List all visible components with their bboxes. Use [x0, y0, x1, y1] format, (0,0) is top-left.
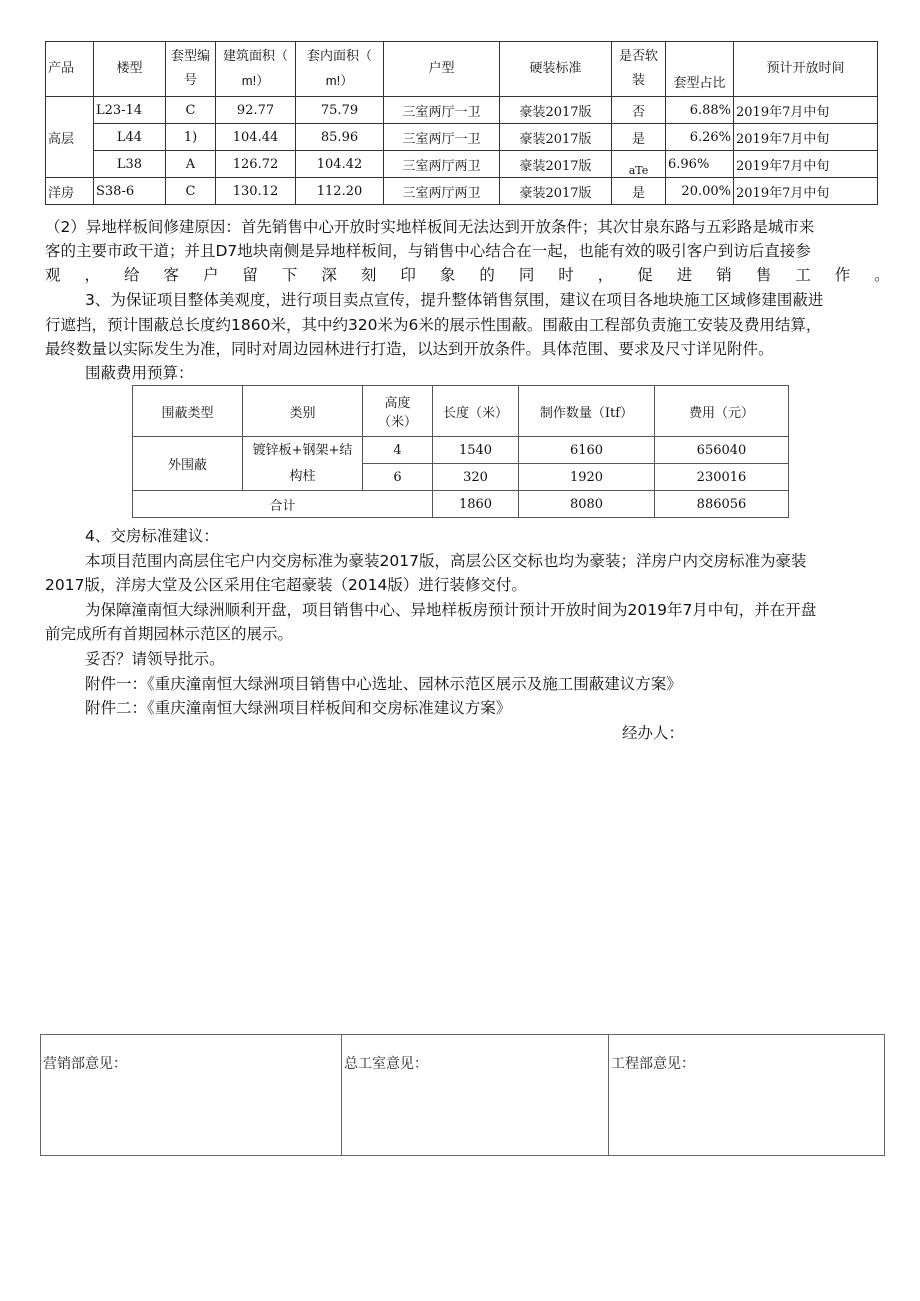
table-row — [46, 151, 878, 178]
paragraph-fence-line2: 行遮挡，预计围蔽总长度约1860米，其中约320米为6米的展示性围蔽。围蔽由工程部负责施工安装及费用结算， — [45, 316, 822, 334]
paragraph-delivery-line2: 2017版，洋房大堂及公区采用住宅超豪装（2014版）进行装修交付。 — [45, 576, 527, 594]
table-header-row — [133, 386, 789, 437]
ratio-cell: 6.88% — [666, 97, 734, 124]
product-cell: 高层 — [46, 97, 94, 178]
height-cell: 6 — [363, 464, 433, 491]
fence-type-cell: 外围蔽 — [133, 437, 243, 491]
header-gross-line1: 建筑面积（ — [222, 48, 288, 64]
inner-area-cell: 104.42 — [296, 151, 384, 178]
open-time-cell: 2019年7月中旬 — [734, 178, 878, 205]
justified-char: 深 — [321, 266, 337, 284]
table-header-row — [46, 42, 878, 97]
header-quantity: 制作数量（Itf） — [519, 386, 655, 437]
total-length: 1860 — [433, 491, 519, 518]
header-finish: 硬装标准 — [500, 42, 612, 97]
justified-char: 促 — [637, 266, 653, 284]
justified-char: 观 — [45, 266, 61, 284]
attachment-1: 附件一：《重庆潼南恒大绿洲项目销售中心选址、园林示范区展示及施工围蔽建议方案》 — [85, 675, 682, 693]
justified-char: 象 — [439, 266, 456, 284]
marketing-opinion-cell[interactable] — [41, 1035, 342, 1156]
justified-char: ， — [84, 266, 100, 284]
paragraph-fence-line3: 最终数量以实际发生为准，同时对周边园林进行打造，以达到开放条件。具体范围、要求及尺寸详见附件。 — [45, 340, 774, 358]
header-inner-line1: 套内面积（ — [306, 48, 372, 64]
justified-char: 印 — [400, 266, 416, 284]
justified-char: 的 — [479, 266, 495, 284]
justified-char: 进 — [676, 266, 693, 284]
building-cell: L44 — [94, 124, 166, 151]
layout-cell: 三室两厅两卫 — [384, 178, 500, 205]
cost-cell: 656040 — [655, 437, 789, 464]
quantity-cell: 1920 — [519, 464, 655, 491]
finish-cell: 豪装2017版 — [500, 151, 612, 178]
finish-cell: 豪装2017版 — [500, 178, 612, 205]
header-height — [363, 386, 433, 437]
layout-cell: 三室两厅一卫 — [384, 124, 500, 151]
soft-cell: 是 — [612, 124, 666, 151]
product-cell: 洋房 — [46, 178, 94, 205]
gross-area-cell: 130.12 — [216, 178, 296, 205]
table-total-row — [133, 491, 789, 518]
table-row — [46, 124, 878, 151]
justified-char: 留 — [242, 266, 258, 284]
code-cell: A — [166, 151, 216, 178]
finish-cell: 豪装2017版 — [500, 124, 612, 151]
total-label: 合计 — [133, 491, 433, 518]
justified-char: 户 — [202, 266, 219, 284]
header-layout: 户型 — [384, 42, 500, 97]
justified-char: 销 — [716, 266, 732, 284]
marketing-opinion-label: 营销部意见： — [43, 1056, 127, 1072]
header-open-time: 预计开放时间 — [734, 42, 878, 97]
paragraph-opening-line2: 前完成所有首期园林示范区的展示。 — [45, 625, 294, 643]
building-cell: L23-14 — [94, 97, 166, 124]
justified-char: 同 — [518, 266, 535, 284]
header-ratio: 套型占比 — [666, 42, 734, 97]
soft-cell: 是 — [612, 178, 666, 205]
category-line1: 镀锌板+钢架+结 — [252, 442, 353, 458]
ratio-cell: 20.00% — [666, 178, 734, 205]
gross-area-cell: 92.77 — [216, 97, 296, 124]
cost-cell: 230016 — [655, 464, 789, 491]
justified-char: 工 — [795, 266, 811, 284]
header-cost: 费用（元） — [655, 386, 789, 437]
inner-area-cell: 112.20 — [296, 178, 384, 205]
length-cell: 1540 — [433, 437, 519, 464]
header-inner-area — [296, 42, 384, 97]
header-gross-line2: m!） — [241, 72, 270, 88]
table-row — [46, 97, 878, 124]
chief-engineer-opinion-cell[interactable] — [342, 1035, 609, 1156]
header-inner-line2: m!） — [325, 72, 354, 88]
code-cell: C — [166, 97, 216, 124]
table-row — [133, 437, 789, 464]
ratio-cell: 6.96% — [666, 151, 734, 178]
paragraph-sample-room-reason-line2: 客的主要市政干道；并且D7地块南侧是异地样板间，与销售中心结合在一起，也能有效的吸引客户到访后直接参 — [45, 242, 811, 260]
layout-cell: 三室两厅一卫 — [384, 97, 500, 124]
header-product: 产品 — [46, 42, 94, 97]
justified-char: 下 — [281, 266, 298, 284]
quantity-cell: 6160 — [519, 437, 655, 464]
paragraph-fence-line1: 3、为保证项目整体美观度，进行项目卖点宣传，提升整体销售氛围，建议在项目各地块施工区域修建围蔽进 — [85, 291, 824, 309]
handler-label: 经办人： — [622, 724, 685, 742]
length-cell: 320 — [433, 464, 519, 491]
unit-type-table — [45, 41, 878, 205]
open-time-cell: 2019年7月中旬 — [734, 97, 878, 124]
paragraph-sample-room-reason-line1: （2）异地样板间修建原因：首先销售中心开放时实地样板间无法达到开放条件；其次甘泉东路与五彩路是城市来 — [45, 218, 815, 236]
header-height-line2: （米） — [377, 415, 417, 430]
building-cell: L38 — [94, 151, 166, 178]
engineering-opinion-cell[interactable] — [609, 1035, 885, 1156]
paragraph-sample-room-reason-line3 — [45, 263, 890, 287]
header-code-line1: 套型编 — [170, 49, 210, 64]
layout-cell: 三室两厅两卫 — [384, 151, 500, 178]
engineering-opinion-label: 工程部意见： — [611, 1056, 695, 1072]
inner-area-cell: 75.79 — [296, 97, 384, 124]
inner-area-cell: 85.96 — [296, 124, 384, 151]
gross-area-cell: 126.72 — [216, 151, 296, 178]
justified-char: 时 — [558, 266, 574, 284]
header-code — [166, 42, 216, 97]
header-soft — [612, 42, 666, 97]
header-category: 类别 — [243, 386, 363, 437]
approval-request: 妥否？请领导批示。 — [85, 650, 225, 668]
justified-char: 。 — [874, 266, 890, 284]
category-line2: 构柱 — [289, 468, 316, 484]
chief-engineer-opinion-label: 总工室意见： — [344, 1056, 428, 1072]
building-cell: S38-6 — [94, 178, 166, 205]
attachment-2: 附件二：《重庆潼南恒大绿洲项目样板间和交房标准建议方案》 — [85, 699, 512, 717]
header-length: 长度（米） — [433, 386, 519, 437]
gross-area-cell: 104.44 — [216, 124, 296, 151]
justified-char: 刻 — [360, 266, 377, 284]
opinion-table — [40, 1034, 885, 1156]
code-cell: 1) — [166, 124, 216, 151]
budget-title: 围蔽费用预算： — [85, 364, 194, 382]
paragraph-delivery-line1: 本项目范围内高层住宅户内交房标准为豪装2017版，高层公区交标也均为豪装；洋房户内交房标准为豪装 — [85, 552, 807, 570]
finish-cell: 豪装2017版 — [500, 97, 612, 124]
soft-cell: aTe — [612, 151, 666, 178]
fence-budget-table — [132, 385, 789, 518]
justified-char: 客 — [163, 266, 179, 284]
ratio-cell: 6.26% — [666, 124, 734, 151]
soft-cell: 否 — [612, 97, 666, 124]
header-soft-line1: 是否软 — [618, 49, 658, 64]
header-height-line1: 高度 — [384, 396, 411, 411]
code-cell: C — [166, 178, 216, 205]
header-fence-type: 围蔽类型 — [133, 386, 243, 437]
header-soft-line2: 装 — [631, 73, 645, 88]
header-code-line2: 号 — [183, 73, 197, 88]
category-cell — [243, 437, 363, 491]
total-cost: 886056 — [655, 491, 789, 518]
header-building: 楼型 — [94, 42, 166, 97]
total-quantity: 8080 — [519, 491, 655, 518]
justified-char: ， — [597, 266, 614, 284]
open-time-cell: 2019年7月中旬 — [734, 124, 878, 151]
justified-char: 作 — [834, 266, 851, 284]
height-cell: 4 — [363, 437, 433, 464]
header-gross-area — [216, 42, 296, 97]
paragraph-opening-line1: 为保障潼南恒大绿洲顺利开盘，项目销售中心、异地样板房预计预计开放时间为2019年7月中旬，并在开盘 — [85, 601, 817, 619]
justified-char: 售 — [755, 266, 772, 284]
table-row — [46, 178, 878, 205]
justified-char: 给 — [123, 266, 140, 284]
open-time-cell: 2019年7月中旬 — [734, 151, 878, 178]
section4-title: 4、交房标准建议： — [85, 527, 219, 545]
